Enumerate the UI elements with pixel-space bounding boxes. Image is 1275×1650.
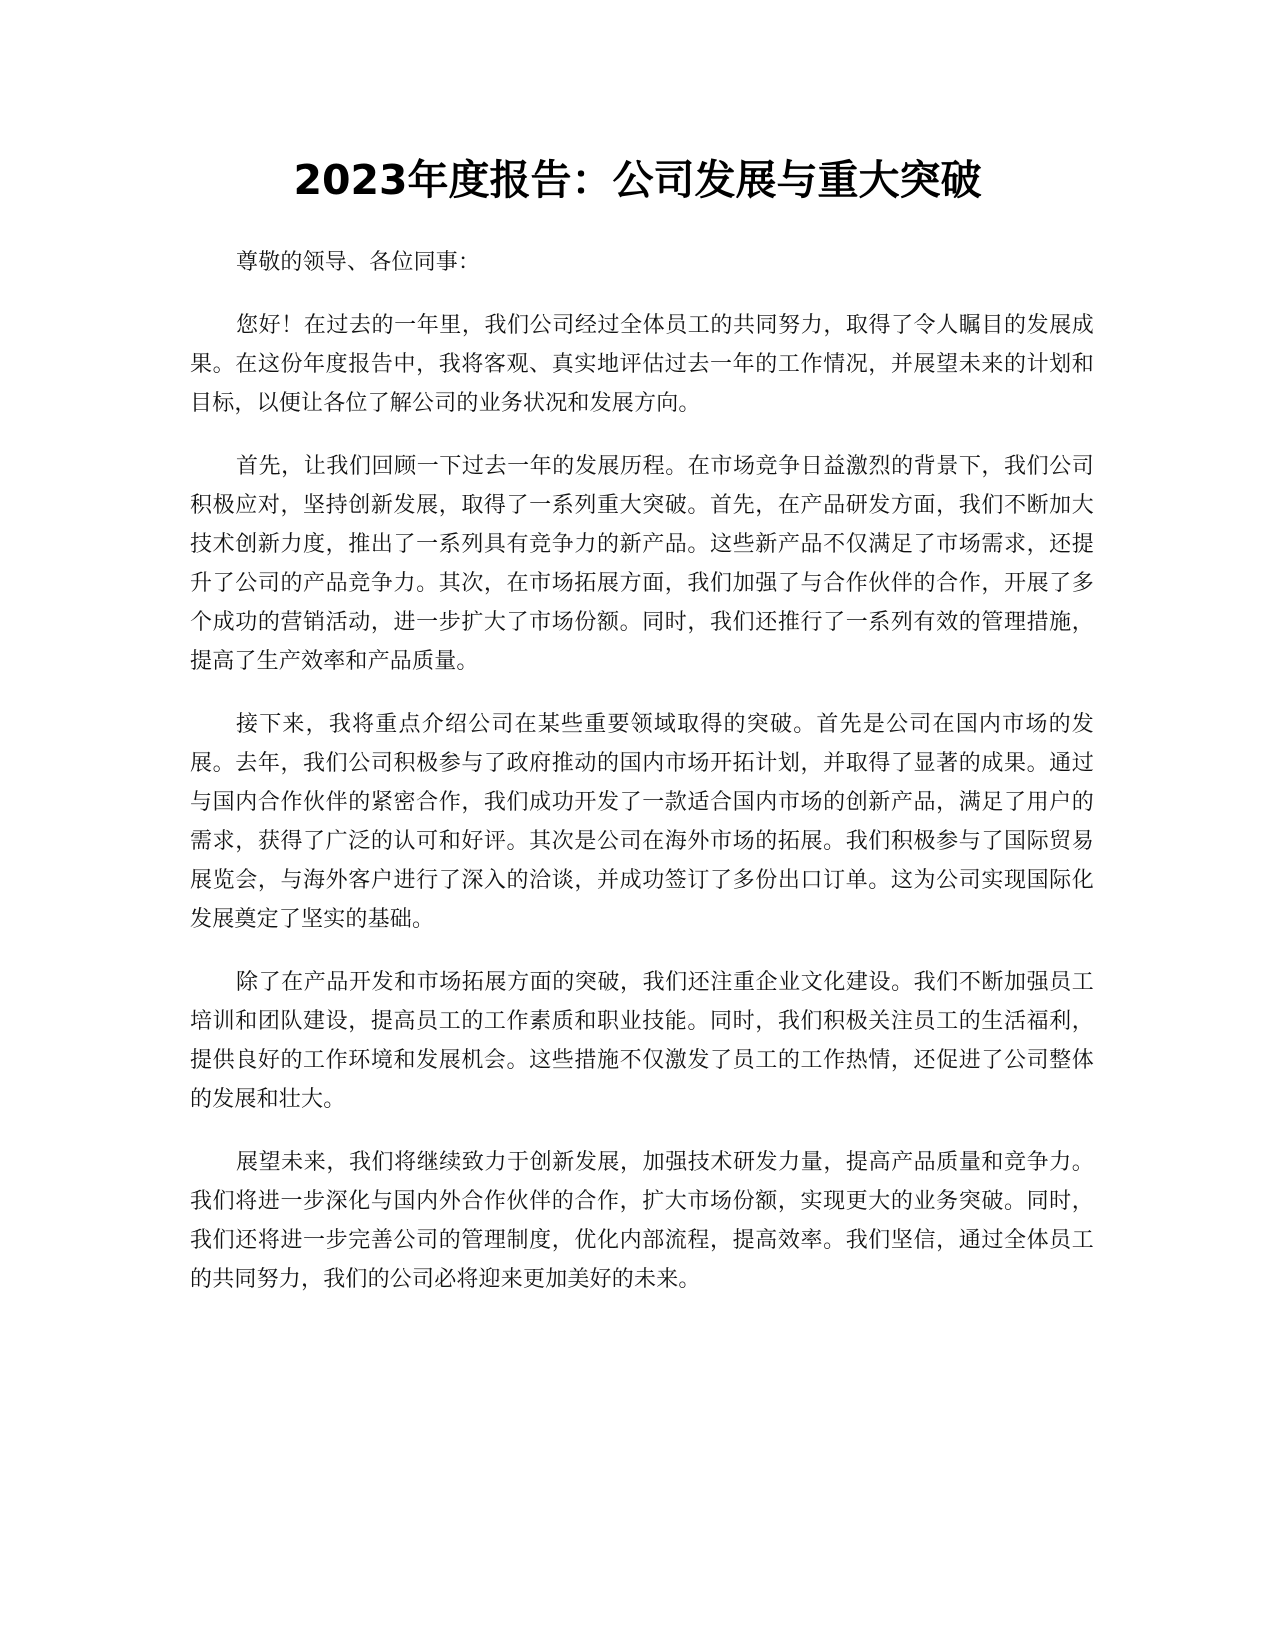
paragraph-outlook: 展望未来，我们将继续致力于创新发展，加强技术研发力量，提高产品质量和竞争力。我们将进一步深化与国内外合作伙伴的合作，扩大市场份额，实现更大的业务突破。同时，我们还将进一步完善公司的管理制度，优化内部流程，提高效率。我们坚信，通过全体员工的共同努力，我们的公司必将迎来更加美好的未来。 (190, 1150, 1094, 1292)
salutation: 尊敬的领导、各位同事： (236, 250, 481, 275)
paragraph-culture: 除了在产品开发和市场拓展方面的突破，我们还注重企业文化建设。我们不断加强员工培训和团队建设，提高员工的工作素质和职业技能。同时，我们积极关注员工的生活福利，提供良好的工作环境和发展机会。这些措施不仅激发了员工的工作热情，还促进了公司整体的发展和壮大。 (190, 970, 1094, 1112)
paragraph-greeting: 您好！在过去的一年里，我们公司经过全体员工的共同努力，取得了令人瞩目的发展成果。在这份年度报告中，我将客观、真实地评估过去一年的工作情况，并展望未来的计划和目标，以便让各位了解公司的业务状况和发展方向。 (190, 313, 1094, 416)
paragraph-breakthroughs: 接下来，我将重点介绍公司在某些重要领域取得的突破。首先是公司在国内市场的发展。去年，我们公司积极参与了政府推动的国内市场开拓计划，并取得了显著的成果。通过与国内合作伙伴的紧密合作，我们成功开发了一款适合国内市场的创新产品，满足了用户的需求，获得了广泛的认可和好评。其次是公司在海外市场的拓展。我们积极参与了国际贸易展览会，与海外客户进行了深入的洽谈，并成功签订了多份出口订单。这为公司实现国际化发展奠定了坚实的基础。 (190, 712, 1094, 932)
document-title: 2023年度报告：公司发展与重大突破 (293, 156, 982, 204)
document-body (190, 243, 1094, 1323)
paragraph-review: 首先，让我们回顾一下过去一年的发展历程。在市场竞争日益激烈的背景下，我们公司积极应对，坚持创新发展，取得了一系列重大突破。首先，在产品研发方面，我们不断加大技术创新力度，推出了一系列具有竞争力的新产品。这些新产品不仅满足了市场需求，还提升了公司的产品竞争力。其次，在市场拓展方面，我们加强了与合作伙伴的合作，开展了多个成功的营销活动，进一步扩大了市场份额。同时，我们还推行了一系列有效的管理措施，提高了生产效率和产品质量。 (190, 454, 1094, 674)
